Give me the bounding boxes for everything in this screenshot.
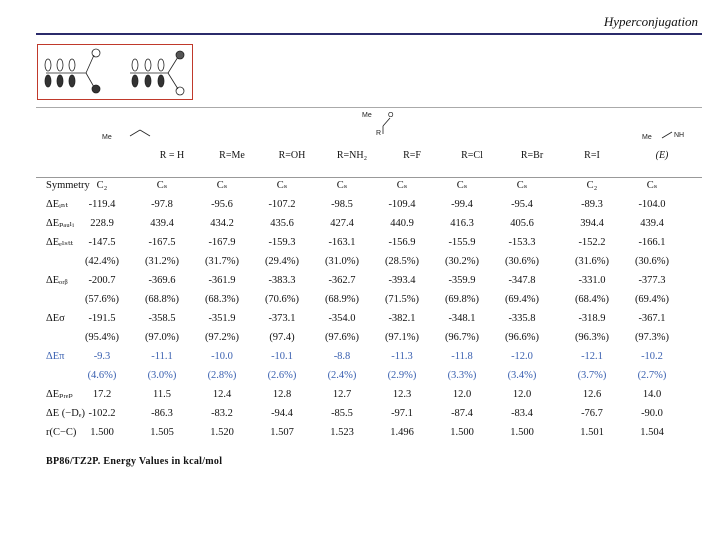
table-cell: -104.0	[638, 199, 666, 210]
table-row	[36, 215, 702, 232]
table-cell: 228.9	[90, 218, 114, 229]
table-cell: -147.5	[88, 237, 116, 248]
table-cell: -367.1	[638, 313, 666, 324]
table-cell: C₂	[586, 180, 598, 191]
table-cell: (28.5%)	[384, 256, 420, 267]
table-cell: C₂	[96, 180, 108, 191]
table-cell: 427.4	[330, 218, 354, 229]
structure-top-r: R	[376, 130, 382, 137]
table-cell: (31.0%)	[324, 256, 360, 267]
table-cell: -335.8	[508, 313, 536, 324]
table-cell: Cₛ	[456, 180, 468, 191]
table-cell: -98.5	[331, 199, 353, 210]
table-cell: -99.4	[451, 199, 473, 210]
table-cell: (96.3%)	[574, 332, 610, 343]
col-header: R=I	[584, 150, 600, 161]
table-cell: -153.3	[508, 237, 536, 248]
table-cell: 12.8	[272, 389, 292, 400]
table-cell: -89.3	[581, 199, 603, 210]
row-label: r(C−C)	[46, 427, 77, 438]
col-header: R=Cl	[461, 150, 483, 161]
table-cell: -318.9	[578, 313, 606, 324]
table-cell: -107.2	[268, 199, 296, 210]
row-label: ΔEπ	[46, 351, 65, 362]
table-cell: (3.7%)	[577, 370, 607, 381]
table-cell: 1.504	[640, 427, 664, 438]
table-cell: (57.6%)	[84, 294, 120, 305]
table-cell: -85.5	[331, 408, 353, 419]
table-cell: (3.0%)	[147, 370, 177, 381]
table-cell: -109.4	[388, 199, 416, 210]
table-cell: -331.0	[578, 275, 606, 286]
table-cell: Cₛ	[216, 180, 228, 191]
table-cell: 12.0	[452, 389, 472, 400]
table-cell: -382.1	[388, 313, 416, 324]
table-cell: (69.4%)	[504, 294, 540, 305]
table-cell: -12.0	[511, 351, 533, 362]
table-cell: -163.1	[328, 237, 356, 248]
table-cell: 14.0	[642, 389, 662, 400]
table-cell: -87.4	[451, 408, 473, 419]
table-cell: 12.0	[512, 389, 532, 400]
table-cell: -12.1	[581, 351, 603, 362]
structure-top-me: Me	[362, 112, 372, 119]
table-cell: (96.6%)	[504, 332, 540, 343]
table-row	[36, 367, 702, 384]
table-cell: -102.2	[88, 408, 116, 419]
table-cell: (71.5%)	[384, 294, 420, 305]
row-label: ΔEσ	[46, 313, 65, 324]
table-cell: -11.8	[451, 351, 473, 362]
table-cell: -8.8	[333, 351, 351, 362]
table-row	[36, 272, 702, 289]
table-cell: -191.5	[88, 313, 116, 324]
table-cell: (31.6%)	[574, 256, 610, 267]
table-cell: -377.3	[638, 275, 666, 286]
table-cell: Cₛ	[516, 180, 528, 191]
table-cell: 1.500	[450, 427, 474, 438]
table-cell: 12.4	[212, 389, 232, 400]
table-cell: 12.6	[582, 389, 602, 400]
table-cell: -11.1	[151, 351, 173, 362]
table-row	[36, 177, 702, 194]
table-cell: -362.7	[328, 275, 356, 286]
table-cell: -10.2	[641, 351, 663, 362]
table-cell: 17.2	[92, 389, 112, 400]
table-cell: 1.501	[580, 427, 604, 438]
table-cell: 439.4	[150, 218, 174, 229]
table-cell: (96.7%)	[444, 332, 480, 343]
table-cell: (97.4)	[269, 332, 295, 343]
table-cell: (42.4%)	[84, 256, 120, 267]
table-cell: 439.4	[640, 218, 664, 229]
table-cell: (97.3%)	[634, 332, 670, 343]
row-label: ΔEₚᵣₑₚ	[46, 389, 73, 400]
table-row	[36, 234, 702, 251]
table-cell: 1.505	[150, 427, 174, 438]
table-cell: 11.5	[153, 389, 171, 400]
table-cell: -97.1	[391, 408, 413, 419]
header-divider	[36, 33, 702, 35]
table-row	[36, 405, 702, 422]
col-header: (E)	[655, 150, 669, 161]
table-cell: 1.523	[330, 427, 354, 438]
table-cell: -86.3	[151, 408, 173, 419]
table-cell: -361.9	[208, 275, 236, 286]
row-label: ΔEₒᵣᵦ	[46, 275, 68, 286]
table-cell: -351.9	[208, 313, 236, 324]
table-cell: -167.5	[148, 237, 176, 248]
table-cell: (3.3%)	[447, 370, 477, 381]
structure-right-me: Me	[642, 134, 652, 141]
table-cell: Cₛ	[396, 180, 408, 191]
table-cell: 12.7	[332, 389, 352, 400]
table-cell: -369.6	[148, 275, 176, 286]
table-cell: 416.3	[450, 218, 474, 229]
footnote: BP86/TZ2P. Energy Values in kcal/mol	[46, 456, 223, 467]
col-header: R = H	[159, 150, 185, 161]
table-cell: -152.2	[578, 237, 606, 248]
table-cell: (2.9%)	[387, 370, 417, 381]
table-cell: -95.6	[211, 199, 233, 210]
table-cell: -348.1	[448, 313, 476, 324]
col-header: R=F	[403, 150, 421, 161]
table-cell: -83.2	[211, 408, 233, 419]
table-cell: (2.4%)	[327, 370, 357, 381]
table-cell: (97.1%)	[384, 332, 420, 343]
table-cell: (95.4%)	[84, 332, 120, 343]
table-cell: -76.7	[581, 408, 603, 419]
structure-right-nh: NH	[674, 132, 685, 139]
table-cell: (97.2%)	[204, 332, 240, 343]
table-cell: 434.2	[210, 218, 234, 229]
table-cell: (68.8%)	[144, 294, 180, 305]
table-cell: -11.3	[391, 351, 413, 362]
table-cell: -83.4	[511, 408, 533, 419]
table-row	[36, 253, 702, 270]
orbital-sketch	[38, 45, 192, 99]
table-row	[36, 329, 702, 346]
col-header: R=NH₂	[336, 150, 368, 161]
table-cell: (3.4%)	[507, 370, 537, 381]
table-cell: -10.0	[211, 351, 233, 362]
table-cell: -159.3	[268, 237, 296, 248]
table-cell: -119.4	[88, 199, 116, 210]
table-cell: (30.6%)	[504, 256, 540, 267]
table-cell: 1.496	[390, 427, 414, 438]
table-cell: Cₛ	[336, 180, 348, 191]
table-cell: 1.507	[270, 427, 294, 438]
column-header-row	[36, 147, 702, 164]
row-label: ΔEₚₐᵤₗᵢ	[46, 218, 74, 229]
table-cell: 435.6	[270, 218, 294, 229]
table-cell: -383.3	[268, 275, 296, 286]
slide-header-title: Hyperconjugation	[603, 14, 698, 29]
table-cell: -200.7	[88, 275, 116, 286]
table-cell: (30.6%)	[634, 256, 670, 267]
table-cell: -155.9	[448, 237, 476, 248]
orbital-diagram	[37, 44, 193, 100]
table-cell: -354.0	[328, 313, 356, 324]
table-cell: (2.6%)	[267, 370, 297, 381]
table-cell: Cₛ	[646, 180, 658, 191]
table-cell: 12.3	[392, 389, 412, 400]
table-cell: 405.6	[510, 218, 534, 229]
table-row	[36, 386, 702, 403]
table-row	[36, 310, 702, 327]
table-cell: -393.4	[388, 275, 416, 286]
table-cell: 1.500	[510, 427, 534, 438]
table-cell: (97.0%)	[144, 332, 180, 343]
col-header: R=Me	[219, 150, 245, 161]
table-cell: (4.6%)	[87, 370, 117, 381]
table-row	[36, 424, 702, 441]
table-cell: 1.520	[210, 427, 234, 438]
col-header: R=Br	[520, 150, 544, 161]
table-cell: -94.4	[271, 408, 293, 419]
table-cell: (29.4%)	[264, 256, 300, 267]
table-cell: 440.9	[390, 218, 414, 229]
structure-left-me: Me	[102, 134, 112, 141]
table-cell: (30.2%)	[444, 256, 480, 267]
table-cell: (97.6%)	[324, 332, 360, 343]
table-cell: 394.4	[580, 218, 604, 229]
table-row	[36, 291, 702, 308]
row-label: ΔE (−Dₑ)	[46, 408, 85, 419]
table-cell: -166.1	[638, 237, 666, 248]
table-cell: Cₛ	[276, 180, 288, 191]
table-cell: (69.8%)	[444, 294, 480, 305]
row-label: ΔEᵢₙₜ	[46, 199, 69, 210]
table-cell: (68.4%)	[574, 294, 610, 305]
col-header: R=OH	[278, 150, 306, 161]
table-cell: -373.1	[268, 313, 296, 324]
table-cell: (31.7%)	[204, 256, 240, 267]
table-cell: -10.1	[271, 351, 293, 362]
structure-top-o: O	[388, 112, 394, 119]
table-cell: -358.5	[148, 313, 176, 324]
table-cell: (68.9%)	[324, 294, 360, 305]
table-cell: -359.9	[448, 275, 476, 286]
table-cell: (68.3%)	[204, 294, 240, 305]
table-cell: (70.6%)	[264, 294, 300, 305]
table-row	[36, 348, 702, 365]
table-cell: (2.8%)	[207, 370, 237, 381]
table-cell: -9.3	[93, 351, 111, 362]
row-label: Symmetry	[46, 180, 90, 191]
table-cell: -90.0	[641, 408, 663, 419]
table-cell: 1.500	[90, 427, 114, 438]
table-cell: (31.2%)	[144, 256, 180, 267]
table-cell: -156.9	[388, 237, 416, 248]
table-cell: -347.8	[508, 275, 536, 286]
table-cell: -95.4	[511, 199, 533, 210]
row-label: ΔEₑₗₛₜₜ	[46, 237, 74, 248]
table-cell: Cₛ	[156, 180, 168, 191]
table-row	[36, 196, 702, 213]
table-cell: (69.4%)	[634, 294, 670, 305]
table-cell: (2.7%)	[637, 370, 667, 381]
table-cell: -97.8	[151, 199, 173, 210]
table-cell: -167.9	[208, 237, 236, 248]
